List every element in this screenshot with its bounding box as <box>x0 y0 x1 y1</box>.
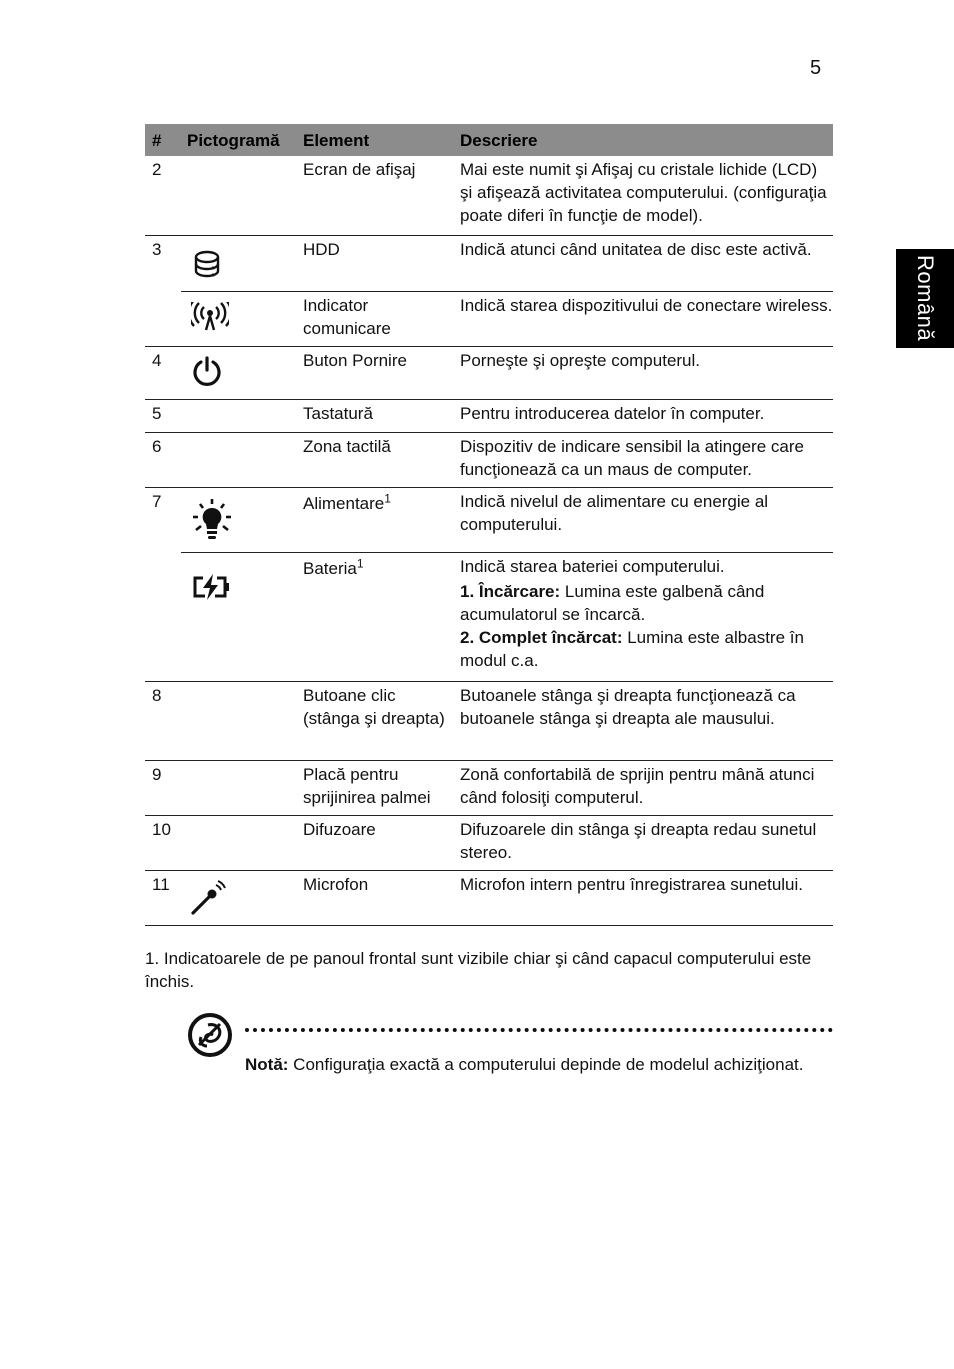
row-num: 5 <box>145 399 181 432</box>
row-description: Microfon intern pentru înregistrarea sunetului. <box>453 870 833 925</box>
microphone-icon <box>189 879 229 923</box>
row-description <box>453 552 833 681</box>
header-element: Element <box>297 124 453 156</box>
table-row <box>145 487 833 552</box>
table-row <box>145 235 833 291</box>
row-num: 4 <box>145 346 181 399</box>
power-indicator-icon <box>191 498 233 550</box>
table-row <box>145 760 833 815</box>
table-row <box>145 815 833 870</box>
row-num: 11 <box>145 870 181 925</box>
battery-state-charging <box>460 580 833 626</box>
row-element: Tastatură <box>297 399 453 432</box>
table-row <box>145 432 833 487</box>
footnote: 1. Indicatoarele de pe panoul frontal sunt vizibile chiar şi când capacul computerului este închis. <box>145 949 812 991</box>
row-num: 3 <box>152 239 162 259</box>
row-num: 8 <box>145 681 181 760</box>
row-num: 10 <box>145 815 181 870</box>
language-tab-label: Română <box>913 255 938 342</box>
note-divider <box>245 1028 833 1032</box>
row-num: 2 <box>145 156 181 235</box>
note-icon <box>186 1011 234 1064</box>
row-element: Difuzoare <box>297 815 453 870</box>
language-tab <box>896 249 954 348</box>
row-num: 7 <box>152 491 162 511</box>
hdd-icon <box>191 248 223 286</box>
table-row <box>145 552 833 681</box>
row-description: Dispozitiv de indicare sensibil la atingere care funcţionează ca un maus de computer. <box>453 432 833 487</box>
table-row <box>145 291 833 346</box>
row-element <box>297 552 453 681</box>
row-element: Zona tactilă <box>297 432 453 487</box>
row-description: Indică atunci când unitatea de disc este activă. <box>453 235 833 291</box>
spec-table <box>145 124 833 926</box>
footnote-ref: 1 <box>384 490 391 505</box>
row-element: HDD <box>297 235 453 291</box>
row-description: Porneşte şi opreşte computerul. <box>453 346 833 399</box>
row-element: Butoane clic (stânga şi dreapta) <box>297 681 453 760</box>
state-text: Lumina este albastre în modul c.a. <box>460 627 804 670</box>
table-header <box>145 124 833 156</box>
row-num: 6 <box>145 432 181 487</box>
row-element: Indicator comunicare <box>297 291 453 346</box>
row-description: Pentru introducerea datelor în computer. <box>453 399 833 432</box>
row-description: Mai este numit şi Afişaj cu cristale lichide (LCD) şi afişează activitatea computerului. (configuraţia poate diferi în funcţie de model). <box>453 156 833 235</box>
battery-state-charged <box>460 626 833 672</box>
element-label: Bateria <box>303 558 357 578</box>
header-num: # <box>145 124 181 156</box>
row-num: 9 <box>145 760 181 815</box>
note-label: Notă: <box>245 1055 289 1074</box>
row-description: Indică nivelul de alimentare cu energie al computerului. <box>453 487 833 552</box>
state-label: 2. Complet încărcat: <box>460 627 623 647</box>
row-description: Difuzoarele din stânga şi dreapta redau sunetul stereo. <box>453 815 833 870</box>
row-element <box>297 487 453 552</box>
state-text: Lumina este galbenă când acumulatorul se încarcă. <box>460 581 765 624</box>
power-icon <box>191 355 223 393</box>
state-label: 1. Încărcare: <box>460 581 561 601</box>
element-label: Alimentare <box>303 493 385 513</box>
note <box>245 1053 805 1076</box>
row-num <box>145 291 181 346</box>
row-element: Ecran de afişaj <box>297 156 453 235</box>
header-description: Descriere <box>453 124 833 156</box>
battery-description: Indică starea bateriei computerului. <box>460 556 725 576</box>
page-number: 5 <box>810 57 822 79</box>
table-row <box>145 681 833 760</box>
row-description: Zonă confortabilă de sprijin pentru mână atunci când folosiţi computerul. <box>453 760 833 815</box>
row-element: Buton Pornire <box>297 346 453 399</box>
header-icon: Pictogramă <box>181 124 297 156</box>
table-row <box>145 399 833 432</box>
row-description: Butoanele stânga şi dreapta funcţionează ca butoanele stânga şi dreapta ale mausului. <box>453 681 833 760</box>
table-row <box>145 156 833 235</box>
row-element: Placă pentru sprijinirea palmei <box>297 760 453 815</box>
note-text: Configuraţia exactă a computerului depinde de modelul achiziţionat. <box>288 1055 804 1074</box>
wireless-icon <box>191 302 229 338</box>
table-row <box>145 870 833 925</box>
table-row <box>145 346 833 399</box>
footnote-ref: 1 <box>356 555 364 570</box>
battery-icon <box>191 573 231 607</box>
row-element: Microfon <box>297 870 453 925</box>
row-description: Indică starea dispozitivului de conectare wireless. <box>453 291 833 346</box>
